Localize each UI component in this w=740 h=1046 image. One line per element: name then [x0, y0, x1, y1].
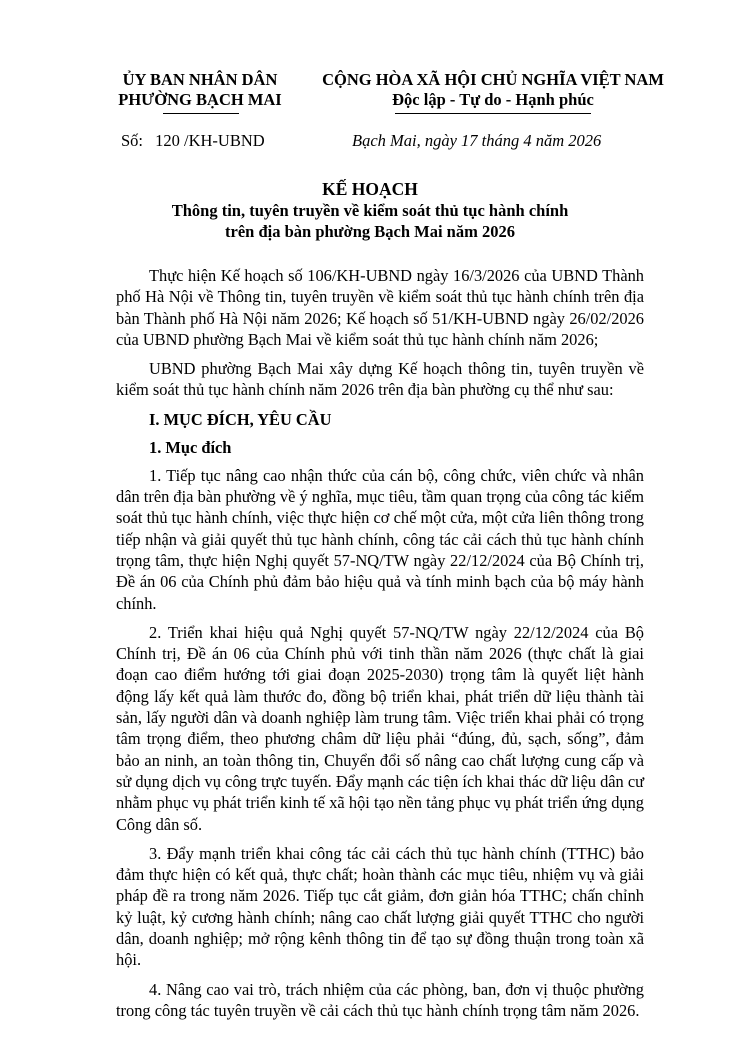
document-number-suffix: /KH-UBND — [184, 131, 265, 150]
place-date-line: Bạch Mai, ngày 17 tháng 4 năm 2026 — [352, 131, 602, 150]
document-subject-line2: trên địa bàn phường Bạch Mai năm 2026 — [225, 222, 515, 241]
agency-name-line2: PHƯỜNG BẠCH MAI — [118, 90, 282, 109]
document-title — [60, 178, 680, 242]
document-number — [121, 131, 265, 151]
intro-paragraph: Thực hiện Kế hoạch số 106/KH-UBND ngày 16/3/2026 của UBND Thành phố Hà Nội về Thông tin, tuyên truyền về kiểm soát thủ tục hành chính trên địa bàn Thành phố Hà Nội năm 2026; Kế hoạch số 51/KH-UBND ngày 26/02/2026 của UBND phường Bạch Mai về kiểm soát thủ tục hành chính năm 2026; — [116, 266, 644, 349]
document-number-label: Số: — [121, 131, 144, 150]
agency-underline — [163, 113, 239, 114]
section-heading: I. MỤC ĐÍCH, YÊU CẦU — [149, 409, 332, 429]
subsection-heading: 1. Mục đích — [149, 437, 232, 457]
national-header — [305, 70, 681, 110]
national-title: CỘNG HÒA XÃ HỘI CHỦ NGHĨA VIỆT NAM — [322, 70, 664, 89]
body-paragraph: 1. Tiếp tục nâng cao nhận thức của cán bộ, công chức, viên chức và nhân dân trên địa bàn phường về ý nghĩa, mục tiêu, tầm quan trọng của công tác kiểm soát thủ tục hành chính, việc thực hiện cơ chế một cửa, một cửa liên thông trong tiếp nhận và giải quyết thủ tục hành chính, công tác cải cách thủ tục hành chính trọng tâm, thực hiện Nghị quyết 57-NQ/TW ngày 22/12/2024 của Bộ Chính trị, Đề án 06 của Chính phủ đảm bảo hiệu quả và tính minh bạch của bộ máy hành chính. — [116, 465, 644, 613]
intro-paragraph: UBND phường Bạch Mai xây dựng Kế hoạch thông tin, tuyên truyền về kiểm soát thủ tục hành chính năm 2026 trên địa bàn phường cụ thể như sau: — [116, 359, 644, 400]
document-subject-line1: Thông tin, tuyên truyền về kiểm soát thủ tục hành chính — [171, 201, 569, 220]
body-paragraph: 3. Đẩy mạnh triển khai công tác cải cách thủ tục hành chính (TTHC) bảo đảm thực hiện có kết quả, thực chất; hoàn thành các mục tiêu, nhiệm vụ và giải pháp đề ra trong năm 2026. Tiếp tục cắt giảm, đơn giản hóa TTHC; chấn chỉnh kỷ luật, kỷ cương hành chính; nâng cao chất lượng giải quyết TTHC cho người dân, doanh nghiệp; mở rộng kênh thông tin để tạo sự đồng thuận trong toàn xã hội. — [116, 843, 644, 970]
agency-header — [95, 70, 305, 110]
agency-name-line1: ỦY BAN NHÂN DÂN — [122, 70, 278, 89]
document-number-value: 120 — [155, 131, 180, 150]
national-motto: Độc lập - Tự do - Hạnh phúc — [392, 90, 594, 109]
body-paragraph: 2. Triển khai hiệu quả Nghị quyết 57-NQ/TW ngày 22/12/2024 của Bộ Chính trị, Đề án 06 của Chính phủ với tinh thần năm 2026 (thực chất là giai đoạn cao điểm hướng tới giai đoạn 2025-2030) trọng tâm là quyết liệt hành động lấy kết quả làm thước đo, đồng bộ triển khai, phát triển dữ liệu thành tài sản, lấy người dân và doanh nghiệp làm trung tâm. Việc triển khai phải có trọng tâm trọng điểm, theo phương châm dữ liệu phải “đúng, đủ, sạch, sống”, đảm bảo an ninh, an toàn thông tin, Chuyển đổi số nâng cao chất lượng cung cấp và sử dụng dịch vụ công trực tuyến. Đẩy mạnh các tiện ích khai thác dữ liệu dân cư nhằm phục vụ phát triển kinh tế xã hội tạo nền tảng phục vụ phát triển ứng dụng Công dân số. — [116, 622, 645, 834]
document-body — [116, 265, 644, 1029]
motto-underline — [395, 113, 591, 114]
body-paragraph: 4. Nâng cao vai trò, trách nhiệm của các phòng, ban, đơn vị thuộc phường trong công tác tuyên truyền về cải cách thủ tục hành chính trọng tâm năm 2026. — [116, 979, 644, 1020]
document-type: KẾ HOẠCH — [322, 179, 418, 199]
